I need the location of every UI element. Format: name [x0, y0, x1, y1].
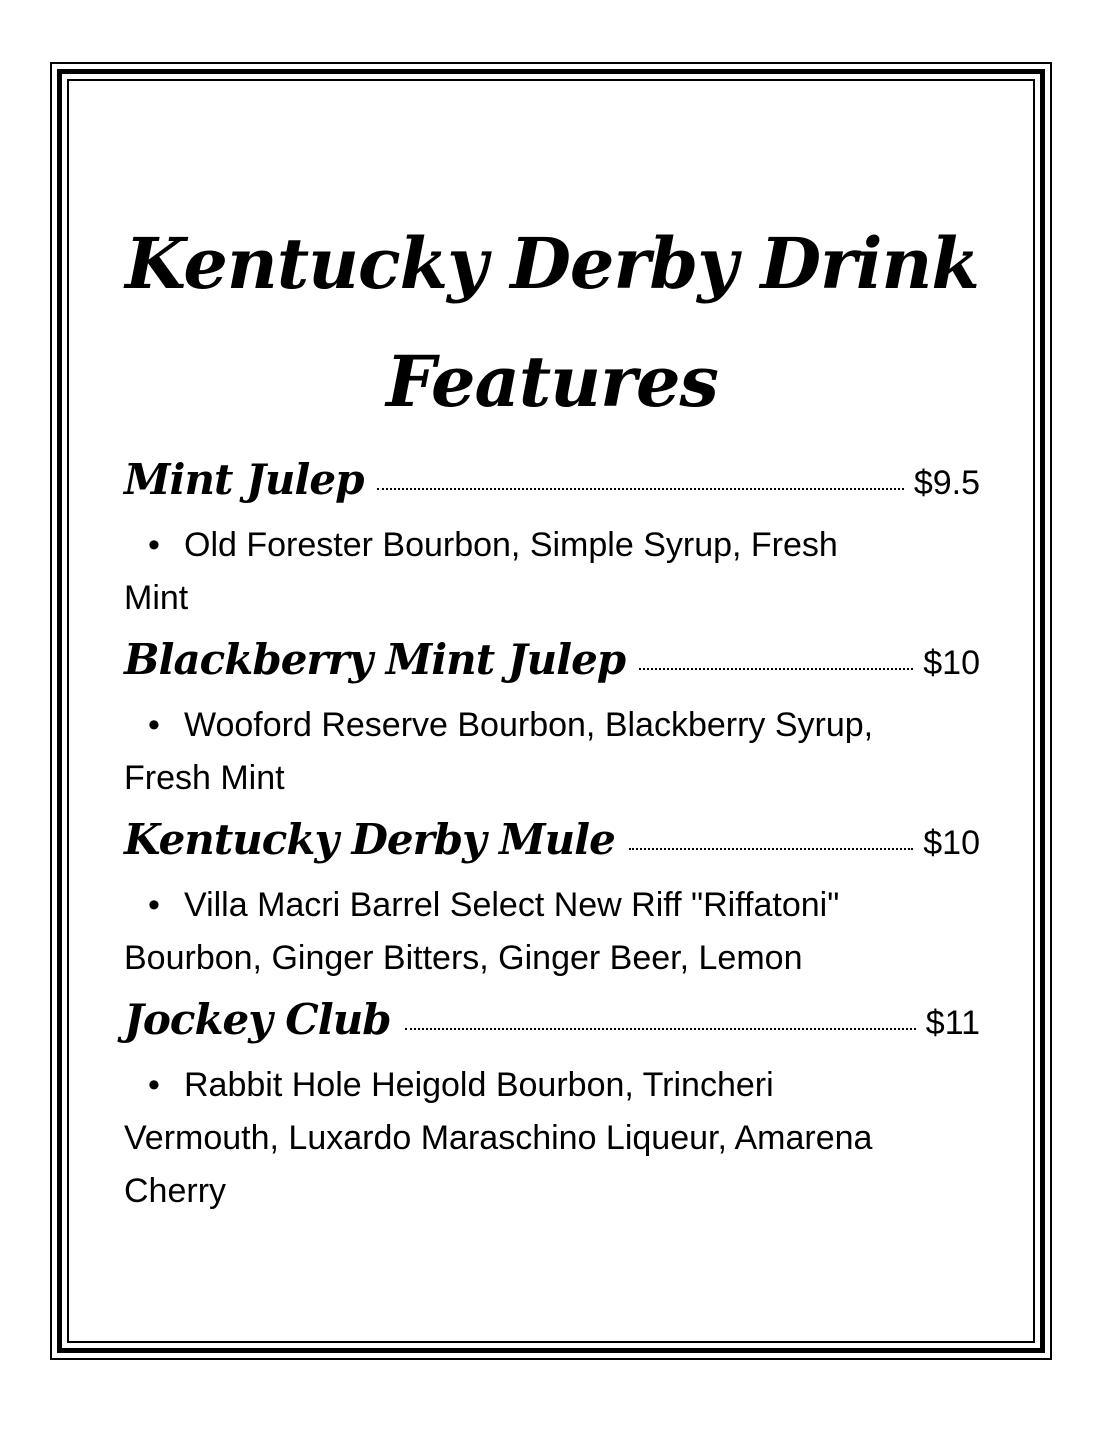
menu-item-description [124, 699, 904, 805]
menu-content [124, 205, 980, 1228]
menu-item-header [124, 635, 980, 699]
dot-leader [639, 668, 913, 670]
bullet-icon: • [148, 526, 160, 564]
bullet-icon: • [148, 1066, 160, 1104]
dot-leader [629, 848, 913, 850]
menu-item-description [124, 519, 904, 625]
menu-item-description [124, 879, 904, 985]
menu-item-header [124, 995, 980, 1059]
menu-item-header [124, 815, 980, 879]
menu-item-description-text: Rabbit Hole Heigold Bourbon, Trincheri Vermouth, Luxardo Maraschino Liqueur, Amarena Cherry [124, 1066, 873, 1210]
bullet-icon: • [148, 886, 160, 924]
menu-item-price: $11 [925, 1004, 980, 1042]
menu-item-price: $9.5 [913, 464, 980, 502]
bullet-icon: • [148, 706, 160, 744]
dot-leader [377, 488, 903, 490]
menu-item-description-text: Wooford Reserve Bourbon, Blackberry Syrup, Fresh Mint [124, 706, 874, 797]
menu-title: Kentucky Derby Drink Features [125, 222, 979, 423]
dot-leader [405, 1028, 916, 1030]
menu-item-price: $10 [923, 644, 980, 682]
menu-item-description-text: Old Forester Bourbon, Simple Syrup, Fresh Mint [124, 526, 838, 617]
menu-item-name: Mint Julep [124, 455, 364, 504]
menu-item-name: Kentucky Derby Mule [124, 815, 615, 864]
menu-item-price: $10 [923, 824, 980, 862]
menu-item-description [124, 1059, 904, 1218]
menu-item-name: Blackberry Mint Julep [124, 635, 626, 684]
menu-item-jockey-club [124, 995, 980, 1218]
menu-item-mint-julep [124, 455, 980, 625]
menu-item-kentucky-derby-mule [124, 815, 980, 985]
menu-item-header [124, 455, 980, 519]
menu-item-blackberry-mint-julep [124, 635, 980, 805]
menu-item-name: Jockey Club [124, 995, 391, 1044]
menu-item-description-text: Villa Macri Barrel Select New Riff "Riffatoni" Bourbon, Ginger Bitters, Ginger Beer, Lemon [124, 886, 840, 977]
